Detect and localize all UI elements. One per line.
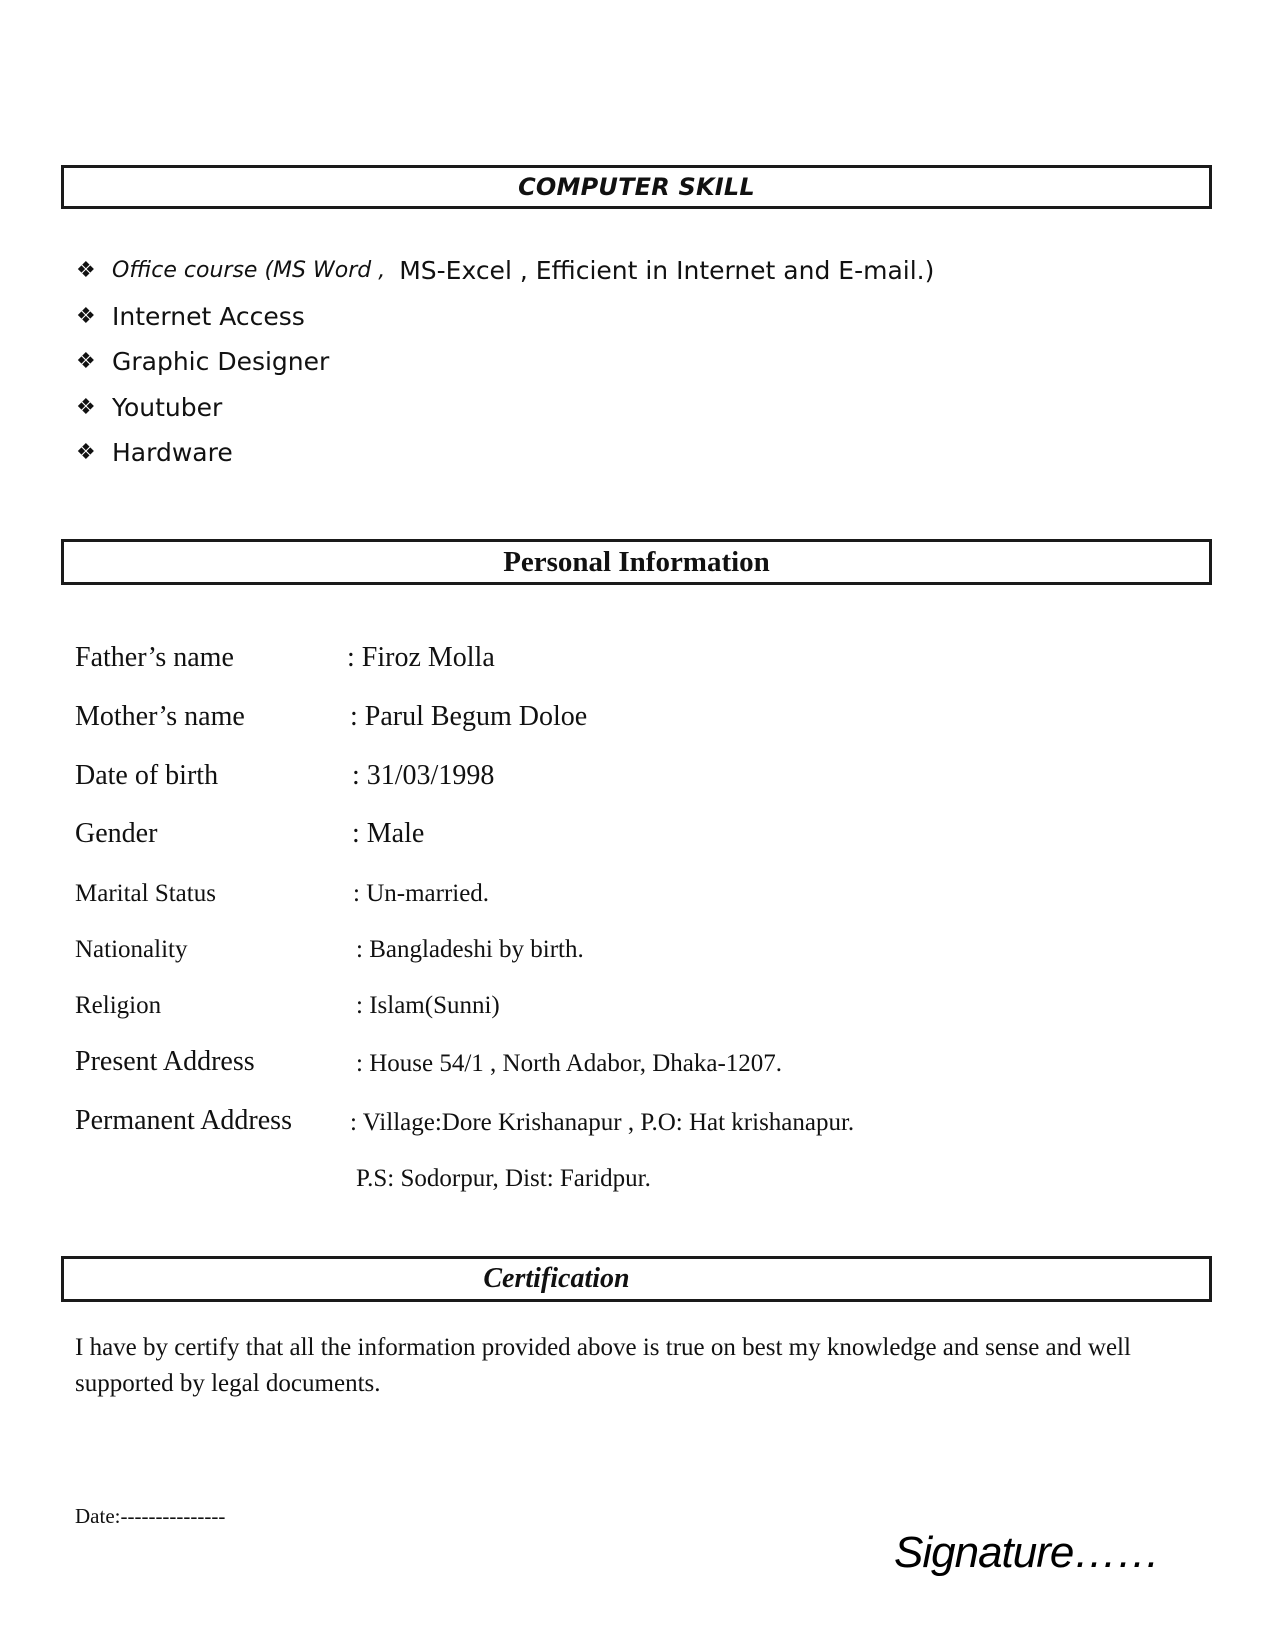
date-line: Date:--------------- [75, 1504, 226, 1528]
certification-heading: Certification [483, 1263, 630, 1294]
skill-label: Internet Access [112, 301, 305, 331]
signature-text: Signature…… [894, 1528, 1160, 1577]
info-value: : Firoz Molla [347, 642, 495, 673]
list-item [76, 294, 934, 340]
personal-information-heading: Personal Information [503, 545, 770, 578]
info-label: Father’s name [75, 642, 234, 673]
list-item [76, 385, 934, 431]
info-label: Permanent Address [75, 1105, 292, 1136]
skill-label: Graphic Designer [112, 347, 330, 377]
permanent-address-line-2 [356, 1165, 651, 1193]
list-item [76, 430, 934, 476]
info-label: Present Address [75, 1046, 255, 1077]
info-value: : Bangladeshi by birth. [356, 936, 584, 963]
diamond-bullet-icon: ❖ [76, 303, 96, 329]
diamond-bullet-icon: ❖ [76, 394, 96, 420]
computer-skill-header-box [61, 165, 1212, 209]
info-value: : Un-married. [353, 880, 490, 907]
certification-header-box [61, 1256, 1212, 1302]
diamond-bullet-icon: ❖ [76, 349, 96, 375]
skill-label: Youtuber [112, 392, 223, 422]
info-value: : Male [352, 818, 425, 849]
info-value: : Islam(Sunni) [356, 992, 500, 1019]
info-label: Religion [75, 992, 162, 1019]
skill-label: Hardware [112, 438, 233, 468]
diamond-bullet-icon: ❖ [76, 440, 96, 466]
info-label: Mother’s name [75, 701, 245, 732]
info-value: P.S: Sodorpur, Dist: Faridpur. [356, 1165, 651, 1192]
certification-text: I have by certify that all the information provided above is true on best my knowledge and sense and well supported by legal documents. [75, 1334, 1131, 1397]
info-value: : 31/03/1998 [352, 760, 495, 791]
info-label: Gender [75, 818, 158, 849]
diamond-bullet-icon: ❖ [76, 258, 96, 284]
list-item [76, 339, 934, 385]
info-value: : Parul Begum Doloe [350, 701, 588, 732]
info-label: Nationality [75, 936, 188, 963]
personal-information-header-box [61, 539, 1212, 585]
info-value: : House 54/1 , North Adabor, Dhaka-1207. [356, 1050, 783, 1077]
info-label: Date of birth [75, 760, 219, 791]
skill-office-course-rest: MS-Excel , Efficient in Internet and E-mail.) [399, 256, 935, 286]
info-value: : Village:Dore Krishanapur , P.O: Hat krishanapur. [350, 1109, 855, 1136]
computer-skill-list [76, 248, 934, 476]
computer-skill-heading: COMPUTER SKILL [518, 173, 755, 201]
skill-office-course-italic: Office course (MS Word , [112, 258, 386, 284]
info-label: Marital Status [75, 880, 216, 907]
list-item [76, 248, 934, 294]
